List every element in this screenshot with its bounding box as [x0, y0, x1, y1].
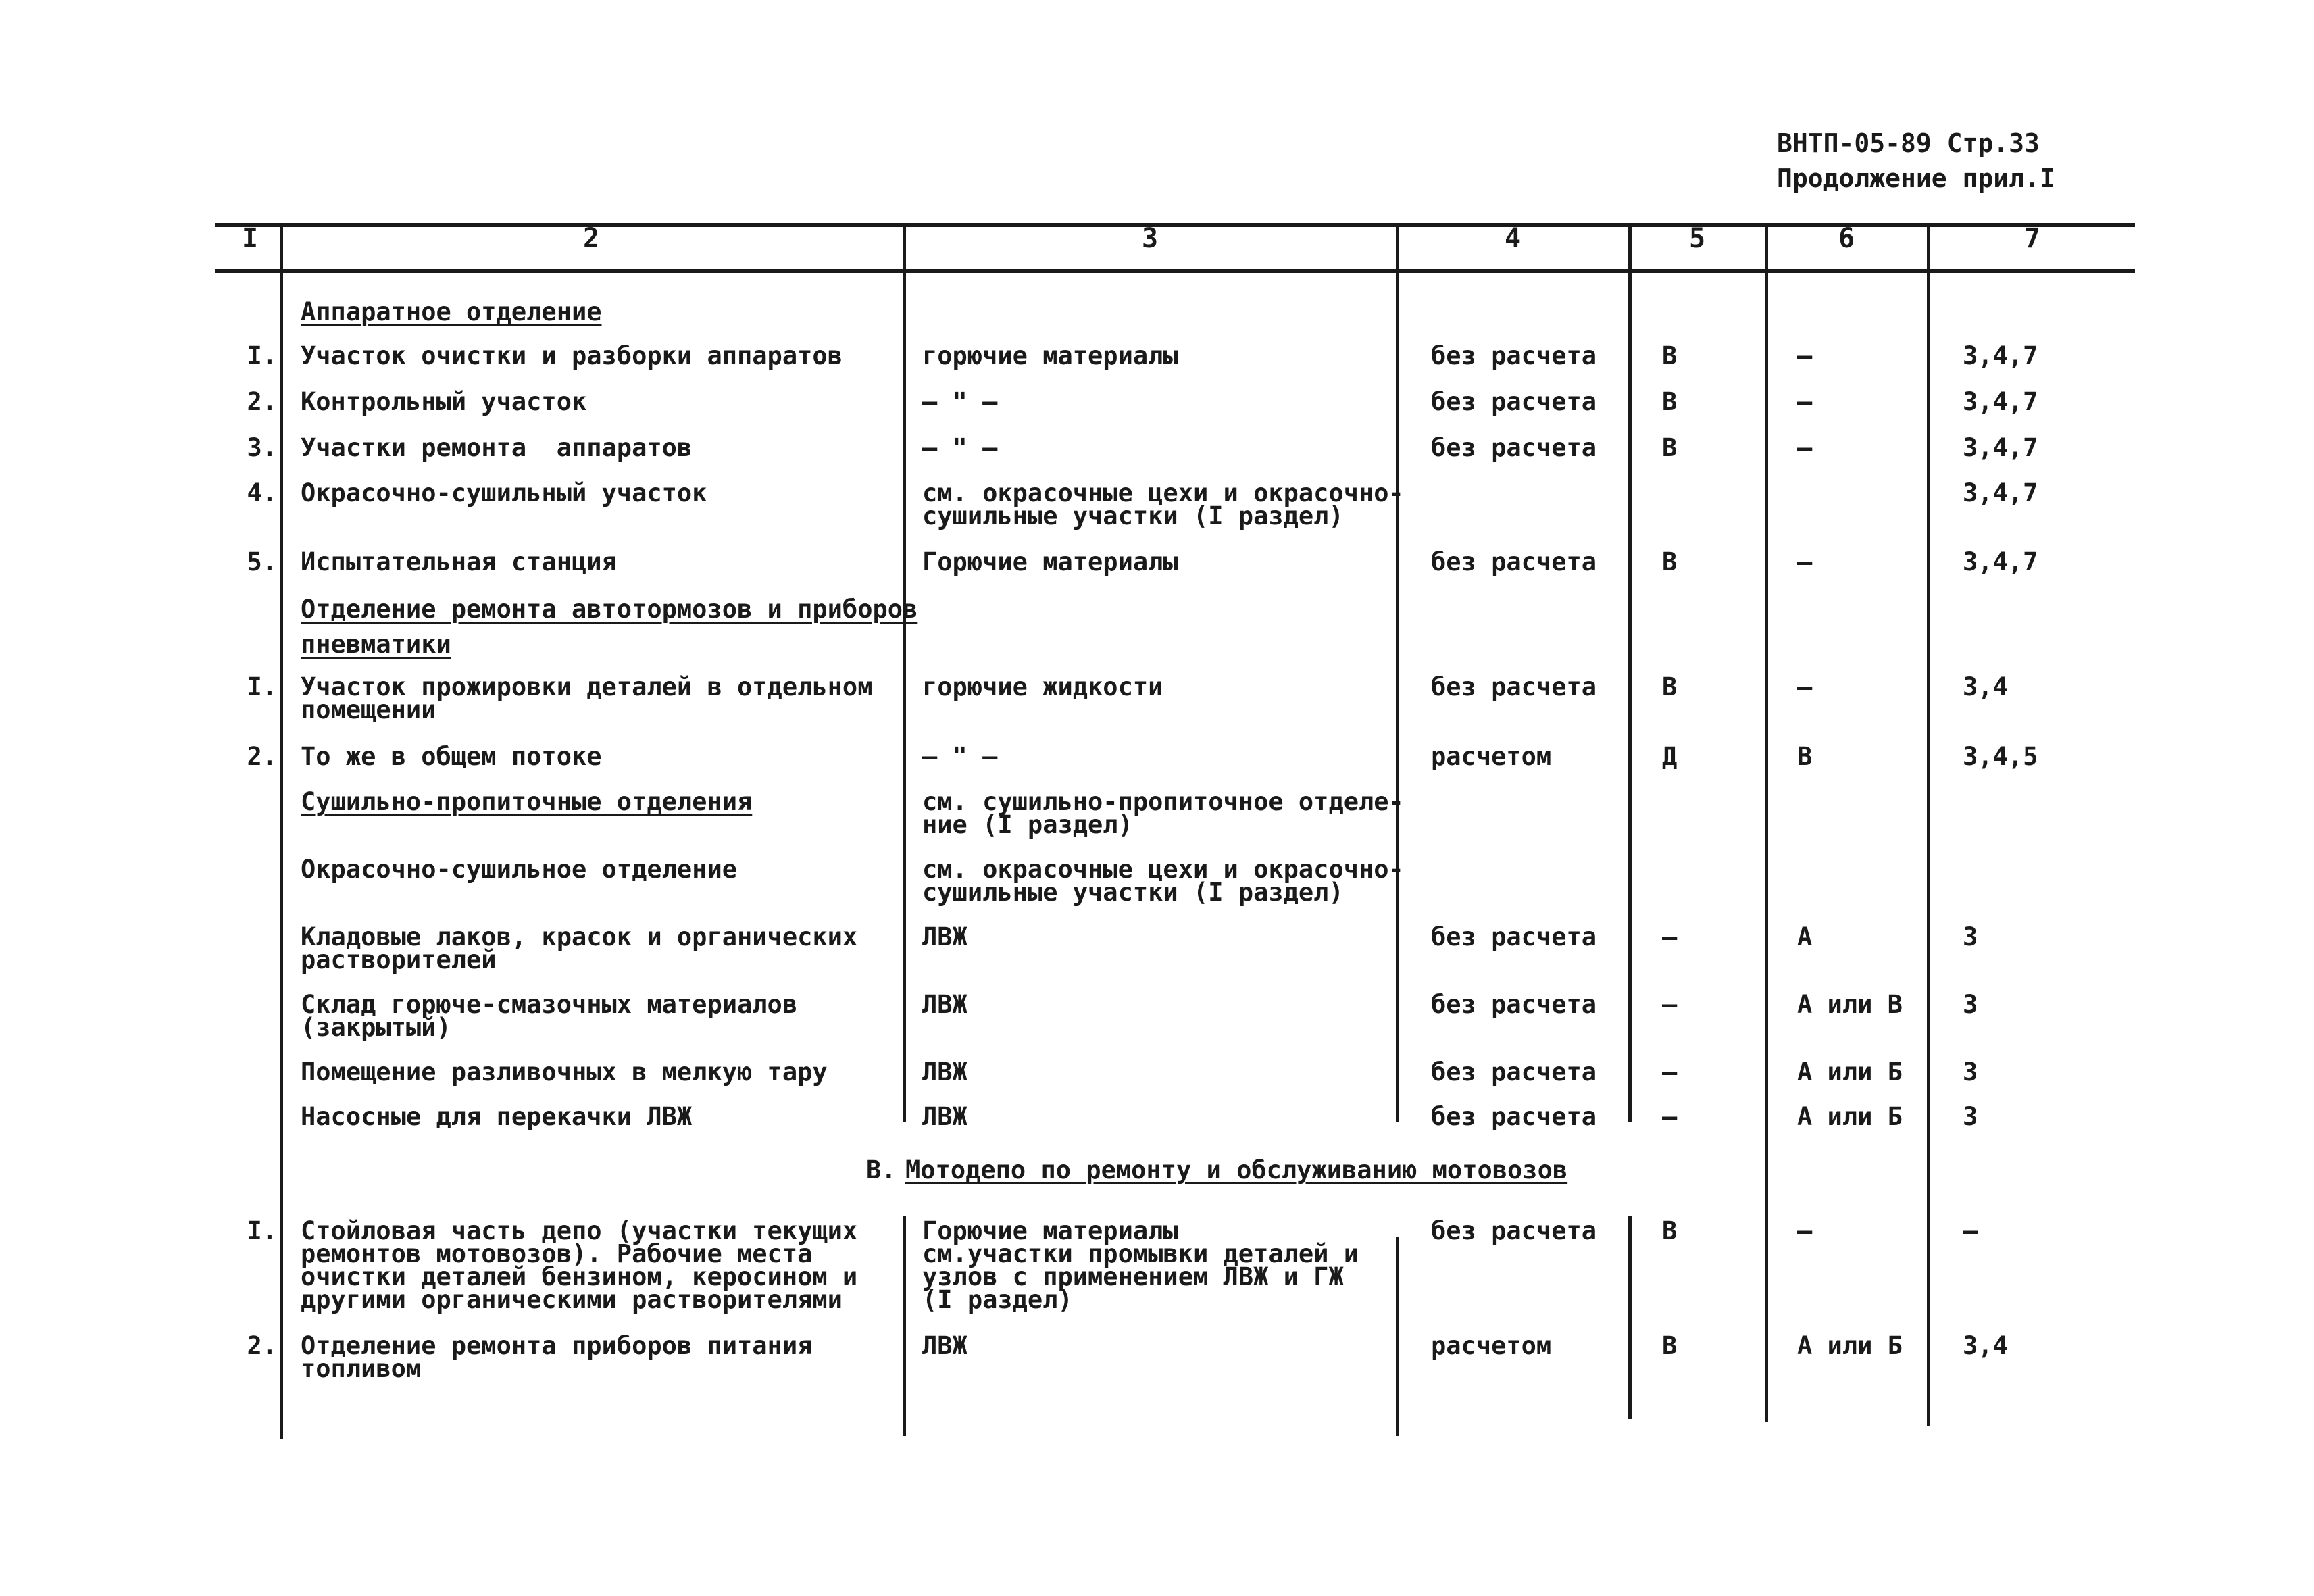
category-col-6: –	[1797, 547, 1813, 576]
column-header-7: 7	[2023, 223, 2041, 254]
row-number: I.	[247, 1216, 277, 1245]
room-name-cont: помещении	[301, 695, 436, 724]
room-name: другими органическими растворителями	[301, 1285, 842, 1314]
category-col-6: –	[1797, 672, 1813, 701]
material: Горючие материалы	[922, 1216, 1178, 1245]
section-title: Мотодепо по ремонту и обслуживанию мотовозов	[905, 1155, 1568, 1184]
category-col-6: –	[1797, 433, 1813, 462]
category-col-5: Д	[1662, 742, 1678, 771]
row-number: 3.	[247, 433, 277, 462]
category-col-5: –	[1662, 1057, 1678, 1087]
room-name: Контрольный участок	[301, 387, 587, 416]
category-col-6: А	[1797, 922, 1813, 951]
category-col-5: В	[1662, 387, 1678, 416]
calculation-method: без расчета	[1431, 341, 1597, 370]
column-divider-2b	[903, 1216, 906, 1436]
category-col-5: В	[1662, 672, 1678, 701]
reference-col-7: 3	[1963, 922, 1978, 951]
column-divider-1	[280, 226, 283, 1439]
column-header-5: 5	[1688, 223, 1706, 254]
reference-col-7: 3,4,5	[1963, 742, 2038, 771]
room-name: топливом	[301, 1354, 422, 1383]
column-header-6: 6	[1838, 223, 1855, 254]
category-col-5: –	[1662, 922, 1678, 951]
room-name: очистки деталей бензином, керосином и	[301, 1262, 858, 1291]
row-number: I.	[247, 672, 277, 701]
section-heading: Сушильно-пропиточные отделения	[301, 787, 753, 816]
column-divider-4	[1628, 226, 1632, 1122]
category-col-5: В	[1662, 433, 1678, 462]
room-name-cont: растворителей	[301, 945, 497, 974]
material-cont: сушильные участки (I раздел)	[922, 501, 1344, 530]
room-name: Отделение ремонта приборов питания	[301, 1331, 813, 1360]
document-code: ВНТП-05-89 Стр.33	[1777, 128, 2040, 158]
room-name: Участки ремонта аппаратов	[301, 433, 693, 462]
calculation-method: без расчета	[1431, 387, 1597, 416]
reference-col-7: 3,4	[1963, 1331, 2008, 1360]
row-number: 2.	[247, 742, 277, 771]
column-divider-5	[1765, 226, 1768, 1422]
column-header-2: 2	[582, 223, 600, 254]
material: узлов с применением ЛВЖ и ГЖ	[922, 1262, 1344, 1291]
calculation-method: расчетом	[1431, 742, 1552, 771]
reference-col-7: 3,4,7	[1963, 387, 2038, 416]
material: см. окрасочные цехи и окрасочно-	[922, 855, 1404, 884]
room-name: То же в общем потоке	[301, 742, 602, 771]
calculation-method: без расчета	[1431, 1102, 1597, 1131]
row-number: 2.	[247, 1331, 277, 1360]
row-number: 4.	[247, 478, 277, 507]
room-name: Испытательная станция	[301, 547, 617, 576]
calculation-method: расчетом	[1431, 1331, 1552, 1360]
calculation-method: без расчета	[1431, 1057, 1597, 1087]
category-col-5: В	[1662, 341, 1678, 370]
calculation-method: без расчета	[1431, 990, 1597, 1019]
room-name: Насосные для перекачки ЛВЖ	[301, 1102, 693, 1131]
calculation-method: без расчета	[1431, 547, 1597, 576]
category-col-6: –	[1797, 387, 1813, 416]
material: см. сушильно-пропиточное отделе-	[922, 787, 1404, 816]
category-col-5: В	[1662, 1216, 1678, 1245]
room-name: Стойловая часть депо (участки текущих	[301, 1216, 858, 1245]
reference-col-7: 3	[1963, 990, 1978, 1019]
material: – " –	[922, 742, 998, 771]
continuation-note: Продолжение прил.I	[1777, 164, 2055, 193]
table-header-rule	[215, 269, 2135, 273]
material-cont: сушильные участки (I раздел)	[922, 878, 1344, 907]
material: – " –	[922, 387, 998, 416]
category-col-6: А или В	[1797, 990, 1903, 1019]
room-name: Склад горюче-смазочных материалов	[301, 990, 798, 1019]
reference-col-7: 3	[1963, 1057, 1978, 1087]
category-col-6: В	[1797, 742, 1813, 771]
category-col-5: В	[1662, 547, 1678, 576]
material: (I раздел)	[922, 1285, 1073, 1314]
category-col-6: –	[1797, 1216, 1813, 1245]
column-divider-3b	[1396, 1237, 1399, 1436]
category-col-5: –	[1662, 1102, 1678, 1131]
material: ЛВЖ	[922, 1057, 967, 1087]
reference-col-7: 3,4,7	[1963, 547, 2038, 576]
category-col-5: В	[1662, 1331, 1678, 1360]
column-divider-2	[903, 226, 906, 1122]
material-cont: ние (I раздел)	[922, 810, 1133, 839]
room-name-cont: (закрытый)	[301, 1013, 451, 1042]
column-divider-3	[1396, 226, 1399, 1122]
section-heading: Аппаратное отделение	[301, 297, 602, 326]
room-name: Участок очистки и разборки аппаратов	[301, 341, 842, 370]
material: – " –	[922, 433, 998, 462]
calculation-method: без расчета	[1431, 1216, 1597, 1245]
row-number: I.	[247, 341, 277, 370]
section-heading-cont: пневматики	[301, 630, 451, 659]
column-header-4: 4	[1504, 223, 1521, 254]
column-divider-4b	[1628, 1216, 1632, 1419]
category-col-6: А или Б	[1797, 1331, 1903, 1360]
material: ЛВЖ	[922, 1331, 967, 1360]
category-col-6: А или Б	[1797, 1102, 1903, 1131]
material: горючие материалы	[922, 341, 1178, 370]
calculation-method: без расчета	[1431, 922, 1597, 951]
section-letter: В.	[866, 1155, 897, 1184]
column-divider-6	[1927, 226, 1930, 1426]
section-heading: Отделение ремонта автотормозов и приборов	[301, 595, 918, 624]
room-name: Помещение разливочных в мелкую тару	[301, 1057, 828, 1087]
reference-col-7: 3,4,7	[1963, 433, 2038, 462]
material: Горючие материалы	[922, 547, 1178, 576]
category-col-5: –	[1662, 990, 1678, 1019]
material: см. окрасочные цехи и окрасочно-	[922, 478, 1404, 507]
material: ЛВЖ	[922, 1102, 967, 1131]
room-name: Участок прожировки деталей в отдельном	[301, 672, 873, 701]
room-name: ремонтов мотовозов). Рабочие места	[301, 1239, 813, 1268]
category-col-6: А или Б	[1797, 1057, 1903, 1087]
calculation-method: без расчета	[1431, 433, 1597, 462]
category-col-6: –	[1797, 341, 1813, 370]
room-name: Окрасочно-сушильный участок	[301, 478, 707, 507]
row-number: 5.	[247, 547, 277, 576]
material: ЛВЖ	[922, 922, 967, 951]
calculation-method: без расчета	[1431, 672, 1597, 701]
reference-col-7: 3	[1963, 1102, 1978, 1131]
reference-col-7: 3,4,7	[1963, 478, 2038, 507]
row-number: 2.	[247, 387, 277, 416]
reference-col-7: 3,4,7	[1963, 341, 2038, 370]
reference-col-7: –	[1963, 1216, 1978, 1245]
column-header-1: I	[241, 223, 259, 254]
material: горючие жидкости	[922, 672, 1163, 701]
material: см.участки промывки деталей и	[922, 1239, 1359, 1268]
column-header-3: 3	[1141, 223, 1159, 254]
room-name: Кладовые лаков, красок и органических	[301, 922, 858, 951]
room-name: Окрасочно-сушильное отделение	[301, 855, 738, 884]
material: ЛВЖ	[922, 990, 967, 1019]
reference-col-7: 3,4	[1963, 672, 2008, 701]
